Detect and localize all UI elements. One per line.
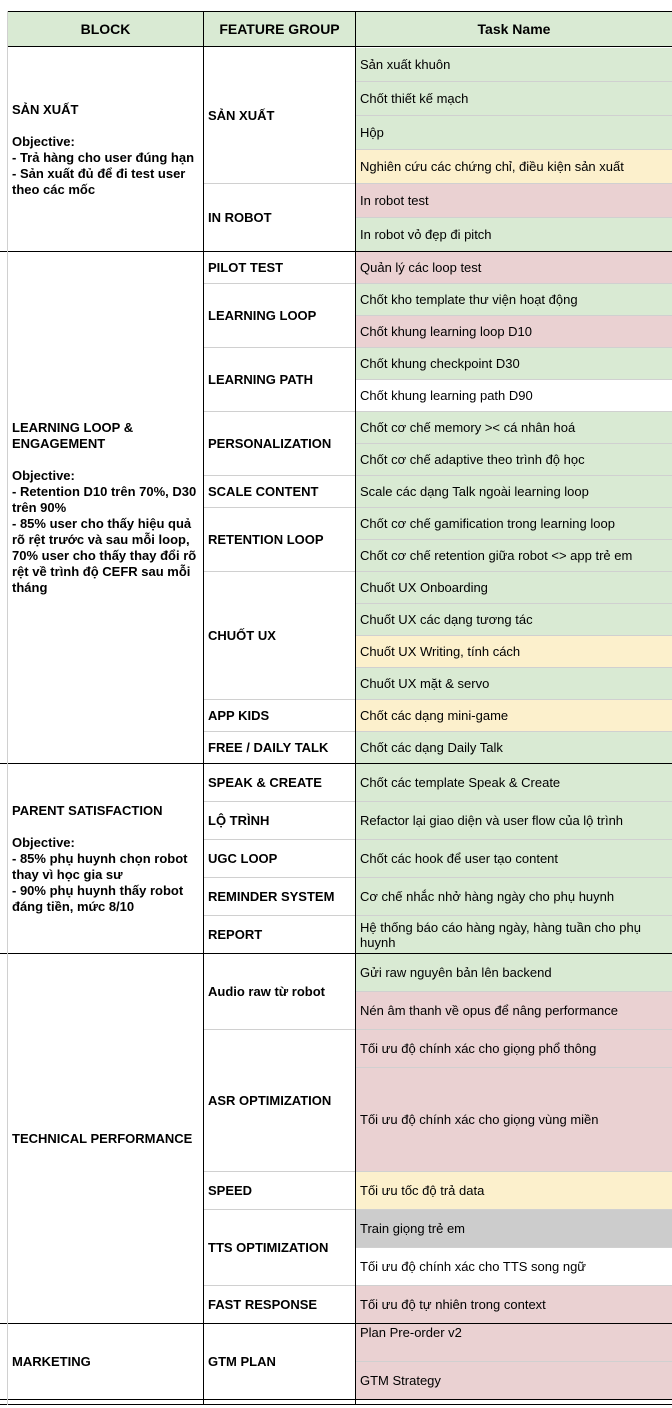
- task-name: Nén âm thanh về opus để nâng performance: [360, 1003, 619, 1018]
- grid-line: [204, 475, 672, 476]
- task-cell[interactable]: [356, 636, 672, 667]
- block-spacer: [12, 452, 199, 468]
- block-content: [12, 1131, 192, 1147]
- feature-group-cell[interactable]: [204, 184, 355, 251]
- task-name: Sản xuất khuôn: [360, 57, 451, 72]
- feature-group-name: LEARNING PATH: [208, 371, 313, 387]
- grid-line: [356, 149, 672, 150]
- feature-group-cell[interactable]: [204, 412, 355, 475]
- task-name: Chốt cơ chế gamification trong learning loop: [360, 516, 615, 531]
- task-cell[interactable]: [356, 954, 672, 991]
- grid-line: [204, 1171, 672, 1172]
- feature-group-name: TTS OPTIMIZATION: [208, 1239, 329, 1255]
- column-divider: [355, 11, 356, 1405]
- task-cell[interactable]: [356, 700, 672, 731]
- task-name: In robot vỏ đẹp đi pitch: [360, 227, 492, 242]
- task-cell[interactable]: [356, 1286, 672, 1323]
- task-cell[interactable]: [356, 764, 672, 801]
- task-name: Nghiên cứu các chứng chỉ, điều kiện sản xuất: [360, 159, 624, 174]
- grid-line: [0, 1323, 672, 1324]
- task-name: Chốt kho template thư viện hoạt động: [360, 292, 578, 307]
- feature-group-name: SẢN XUẤT: [208, 107, 275, 123]
- feature-group-cell[interactable]: [204, 1286, 355, 1323]
- task-name: Refactor lại giao diện và user flow của lộ trình: [360, 813, 624, 828]
- feature-group-cell[interactable]: [204, 1172, 355, 1209]
- grid-line: [356, 635, 672, 636]
- feature-group-cell[interactable]: [204, 1030, 355, 1171]
- task-name: Gửi raw nguyên bản lên backend: [360, 965, 552, 980]
- feature-group-cell[interactable]: [204, 1210, 355, 1285]
- feature-group-name: UGC LOOP: [208, 850, 278, 866]
- task-name: Chốt các dạng Daily Talk: [360, 740, 503, 755]
- header-feature-group[interactable]: FEATURE GROUP: [204, 11, 355, 46]
- feature-group-name: GTM PLAN: [208, 1353, 276, 1369]
- task-name: Hộp: [360, 125, 384, 140]
- feature-group-cell[interactable]: [204, 916, 355, 953]
- block-title: LEARNING LOOP & ENGAGEMENT: [12, 419, 134, 451]
- feature-group-cell[interactable]: [204, 476, 355, 507]
- task-cell[interactable]: [356, 116, 672, 149]
- feature-group-cell[interactable]: [204, 1324, 355, 1399]
- task-cell[interactable]: [356, 284, 672, 315]
- grid-line: [204, 411, 672, 412]
- block-cell[interactable]: [8, 252, 203, 763]
- grid-line: [0, 251, 672, 252]
- grid-line: [204, 1029, 672, 1030]
- feature-group-name: PILOT TEST: [208, 259, 284, 275]
- grid-line: [0, 1399, 672, 1400]
- task-cell[interactable]: [356, 732, 672, 763]
- task-cell[interactable]: [356, 1068, 672, 1171]
- feature-group-cell[interactable]: [204, 508, 355, 571]
- task-cell[interactable]: [356, 316, 672, 347]
- grid-line: [356, 81, 672, 82]
- feature-group-cell[interactable]: [204, 840, 355, 877]
- task-cell[interactable]: [356, 1362, 672, 1399]
- grid-line: [204, 283, 672, 284]
- grid-line: [204, 839, 672, 840]
- task-name: Chốt cơ chế adaptive theo trình độ học: [360, 452, 585, 467]
- feature-group-cell[interactable]: [204, 764, 355, 801]
- feature-group-name: Audio raw từ robot: [208, 983, 326, 999]
- grid-line: [204, 699, 672, 700]
- task-cell[interactable]: [356, 1030, 672, 1067]
- grid-line: [356, 603, 672, 604]
- task-cell[interactable]: [356, 802, 672, 839]
- task-name: Chốt thiết kế mạch: [360, 91, 469, 106]
- task-name: Train giọng trẻ em: [360, 1221, 466, 1236]
- block-cell[interactable]: [8, 48, 203, 251]
- feature-group-name: APP KIDS: [208, 707, 270, 723]
- block-cell[interactable]: [8, 764, 203, 953]
- column-divider: [7, 11, 8, 1405]
- feature-group-cell[interactable]: [204, 252, 355, 283]
- grid-line: [204, 507, 672, 508]
- task-name: Cơ chế nhắc nhở hàng ngày cho phụ huynh: [360, 889, 615, 904]
- task-cell[interactable]: [356, 668, 672, 699]
- feature-group-name: REPORT: [208, 926, 263, 942]
- grid-line: [356, 1247, 672, 1248]
- feature-group-name: SPEED: [208, 1182, 253, 1198]
- feature-group-name: PERSONALIZATION: [208, 435, 332, 451]
- task-name: Chuốt UX mặt & servo: [360, 676, 490, 691]
- grid-line: [204, 1209, 672, 1210]
- task-name: Chốt các hook để user tạo content: [360, 851, 559, 866]
- block-spacer: [12, 118, 199, 134]
- task-cell[interactable]: [356, 348, 672, 379]
- task-name: Quản lý các loop test: [360, 260, 482, 275]
- task-name: Chốt các dạng mini-game: [360, 708, 509, 723]
- block-title: PARENT SATISFACTION: [12, 802, 163, 818]
- task-cell[interactable]: [356, 444, 672, 475]
- task-name: Hệ thống báo cáo hàng ngày, hàng tuần cho phụ huynh: [360, 919, 641, 950]
- grid-line: [356, 667, 672, 668]
- task-cell[interactable]: [356, 1248, 672, 1285]
- task-cell[interactable]: [356, 540, 672, 571]
- task-cell[interactable]: [356, 604, 672, 635]
- grid-line: [356, 991, 672, 992]
- grid-line: [356, 217, 672, 218]
- grid-line: [204, 801, 672, 802]
- task-name: GTM Strategy: [360, 1373, 441, 1388]
- feature-group-name: LỘ TRÌNH: [208, 812, 270, 828]
- feature-group-name: FAST RESPONSE: [208, 1296, 318, 1312]
- feature-group-name: REMINDER SYSTEM: [208, 888, 335, 904]
- grid-line: [8, 11, 672, 12]
- feature-group-cell[interactable]: [204, 802, 355, 839]
- feature-group-name: CHUỐT UX: [208, 627, 276, 643]
- feature-group-cell[interactable]: [204, 48, 355, 183]
- grid-line: [356, 1067, 672, 1068]
- grid-line: [204, 571, 672, 572]
- task-cell[interactable]: [356, 218, 672, 251]
- block-cell[interactable]: [8, 954, 203, 1323]
- task-name: Scale các dạng Talk ngoài learning loop: [360, 484, 589, 499]
- task-name: Chốt cơ chế retention giữa robot <> app trẻ em: [360, 548, 633, 563]
- task-name: Chốt khung checkpoint D30: [360, 356, 520, 371]
- feature-group-name: ASR OPTIMIZATION: [208, 1092, 332, 1108]
- task-name: Tối ưu độ chính xác cho giọng phổ thông: [360, 1041, 597, 1056]
- block-cell[interactable]: [8, 1324, 203, 1399]
- task-name: Chuốt UX các dạng tương tác: [360, 612, 533, 627]
- grid-line: [204, 347, 672, 348]
- grid-line: [204, 915, 672, 916]
- grid-line: [356, 379, 672, 380]
- task-cell[interactable]: [356, 48, 672, 81]
- grid-line: [356, 115, 672, 116]
- grid-line: [356, 443, 672, 444]
- grid-line: [204, 183, 672, 184]
- grid-line: [0, 953, 672, 954]
- task-cell[interactable]: [356, 380, 672, 411]
- feature-group-cell[interactable]: [204, 284, 355, 347]
- feature-group-name: SPEAK & CREATE: [208, 774, 322, 790]
- block-objective: Objective: - Retention D10 trên 70%, D30 trên 90% - 85% user cho thấy hiệu quả rõ rệt trước và sau mỗi loop, 70% user cho thấy thay đổi rõ rệt về trình độ CEFR sau mỗi tháng: [12, 467, 197, 595]
- task-cell[interactable]: [356, 840, 672, 877]
- block-content: [12, 803, 199, 915]
- task-name: Tối ưu độ tự nhiên trong context: [360, 1297, 546, 1312]
- feature-group-cell[interactable]: [204, 348, 355, 411]
- header-block[interactable]: BLOCK: [8, 11, 203, 46]
- block-spacer: [12, 819, 199, 835]
- header-task-name[interactable]: Task Name: [356, 11, 672, 46]
- grid-line: [356, 1361, 672, 1362]
- task-cell[interactable]: [356, 508, 672, 539]
- block-content: [12, 1354, 91, 1370]
- task-name: In robot test: [360, 193, 429, 208]
- block-title: SẢN XUẤT: [12, 101, 79, 117]
- feature-group-cell[interactable]: [204, 954, 355, 1029]
- block-objective: Objective: - Trả hàng cho user đúng hạn - Sản xuất đủ để đi test user theo các mốc: [12, 133, 195, 197]
- feature-group-name: SCALE CONTENT: [208, 483, 319, 499]
- task-cell[interactable]: [356, 252, 672, 283]
- feature-group-name: LEARNING LOOP: [208, 307, 317, 323]
- feature-group-cell[interactable]: [204, 732, 355, 763]
- task-cell[interactable]: [356, 412, 672, 443]
- grid-line: [204, 731, 672, 732]
- task-name: Tối ưu độ chính xác cho giọng vùng miền: [360, 1112, 599, 1127]
- grid-line: [0, 1404, 672, 1405]
- block-content: [12, 420, 199, 596]
- column-divider: [203, 11, 204, 1405]
- task-name: Chuốt UX Onboarding: [360, 580, 488, 595]
- task-cell[interactable]: [356, 1172, 672, 1209]
- feature-group-name: FREE / DAILY TALK: [208, 739, 329, 755]
- feature-group-cell[interactable]: [204, 700, 355, 731]
- task-name: Chốt cơ chế memory >< cá nhân hoá: [360, 420, 576, 435]
- grid-line: [204, 877, 672, 878]
- feature-group-name: RETENTION LOOP: [208, 531, 324, 547]
- task-cell[interactable]: [356, 82, 672, 115]
- block-title: MARKETING: [12, 1353, 91, 1369]
- task-name: Chuốt UX Writing, tính cách: [360, 644, 521, 659]
- task-cell[interactable]: [356, 184, 672, 217]
- grid-line: [356, 315, 672, 316]
- block-title: TECHNICAL PERFORMANCE: [12, 1130, 193, 1146]
- task-name: Tối ưu tốc độ trả data: [360, 1183, 485, 1198]
- grid-line: [204, 1285, 672, 1286]
- block-content: [12, 102, 199, 198]
- task-name: Plan Pre-order v2: [360, 1325, 462, 1340]
- task-cell[interactable]: [356, 992, 672, 1029]
- task-cell[interactable]: [356, 476, 672, 507]
- feature-group-cell[interactable]: [204, 878, 355, 915]
- grid-line: [8, 46, 672, 47]
- task-cell[interactable]: [356, 1324, 672, 1361]
- task-name: Tối ưu độ chính xác cho TTS song ngữ: [360, 1259, 587, 1274]
- task-name: Chốt các template Speak & Create: [360, 775, 561, 790]
- task-name: Chốt khung learning loop D10: [360, 324, 533, 339]
- grid-line: [0, 763, 672, 764]
- feature-group-cell[interactable]: [204, 572, 355, 699]
- grid-line: [356, 539, 672, 540]
- task-cell[interactable]: [356, 150, 672, 183]
- task-cell[interactable]: [356, 916, 672, 953]
- task-cell[interactable]: [356, 572, 672, 603]
- block-objective: Objective: - 85% phụ huynh chọn robot thay vì học gia sư - 90% phụ huynh thấy robot đáng tiền, mức 8/10: [12, 834, 188, 914]
- task-name: Chốt khung learning path D90: [360, 388, 533, 403]
- feature-group-name: IN ROBOT: [208, 209, 272, 225]
- task-cell[interactable]: [356, 878, 672, 915]
- task-cell[interactable]: [356, 1210, 672, 1247]
